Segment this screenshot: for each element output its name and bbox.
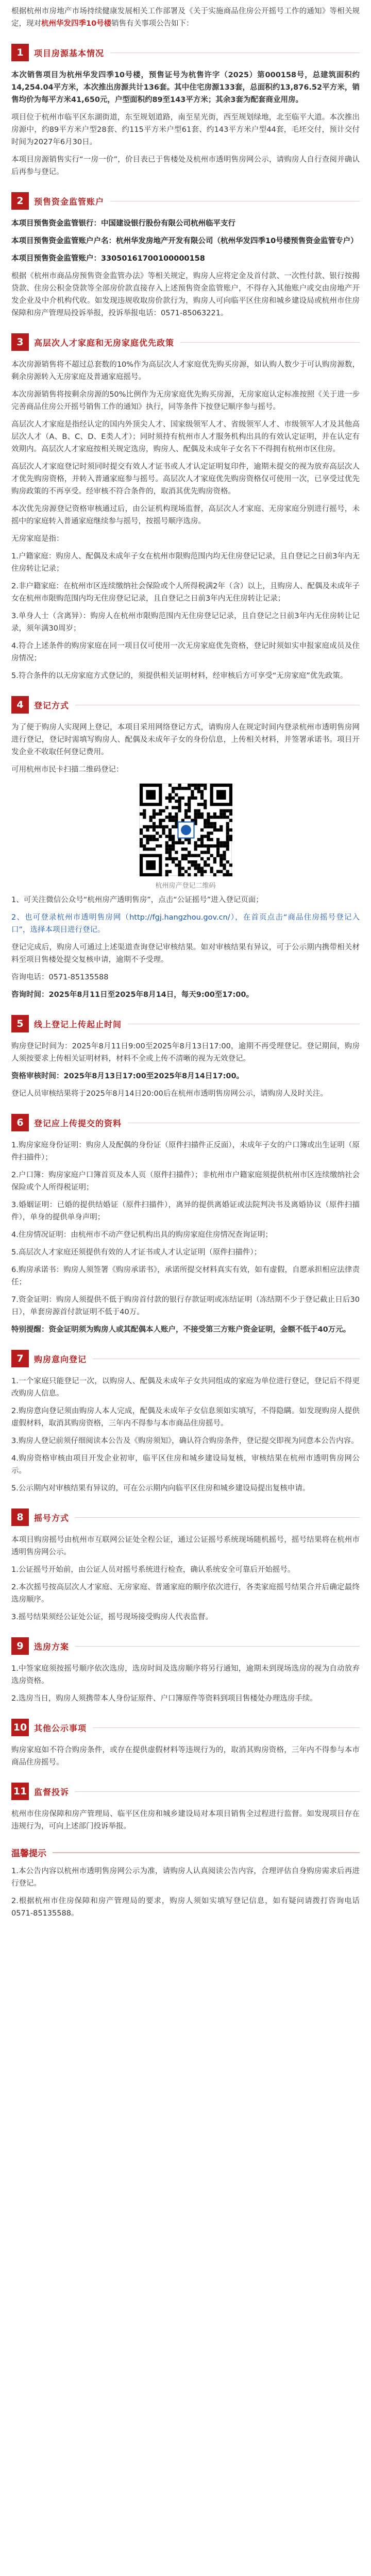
- section-3: [11, 333, 360, 682]
- section-title: 高层次人才家庭和无房家庭优先政策: [34, 337, 175, 348]
- section-header: [11, 43, 360, 62]
- section-paragraph: 本项目房源销售实行“一房一价”，价目表已于售楼处及杭州市透明售房网公示，请购房人自行查阅并确认后再参与登记。: [11, 156, 360, 176]
- section-9: [11, 1637, 360, 1705]
- section-5: [11, 1014, 360, 1100]
- tips-divider: [53, 1852, 360, 1853]
- section-title: 预售资金监管账户: [34, 196, 105, 207]
- section-title: 线上登记上传起止时间: [34, 1019, 122, 1029]
- section-11: [11, 1782, 360, 1833]
- section-paragraph: 杭州市住房保障和房产管理局、临平区住房和城乡建设局对本项目销售全过程进行监督。如发现项目存在违规行为，可向上述部门投诉举报。: [11, 1810, 360, 1831]
- section-paragraph: 1.一个家庭只能登记一次，以购房人、配偶及未成年子女共同组成的家庭为单位进行登记，登记后不得更改购房人信息。: [11, 1377, 360, 1398]
- section-header: [11, 1113, 360, 1132]
- section-paragraph: 资格审核时间：2025年8月13日17:00至2025年8月14日17:00。: [11, 1072, 244, 1080]
- intro-text: 根据杭州市房地产市场持续健康发展相关工作部署及《关于实施商品住房公开摇号工作的通知》等相关规定，现对: [11, 7, 360, 28]
- section-paragraph: 高层次人才家庭是指经认定的国内外顶尖人才、国家级领军人才、省级领军人才、市级领军人才及其他高层次人才（A、B、C、D、E类人才）；同时须持有杭州市人才服务机构出具的有效认定证明，并在认定有效期内。高层次人才家庭按相关规定选房，购房人、配偶及未成年子女名下不得拥有杭州市区住房。: [11, 420, 360, 453]
- section-paragraph: 2.选房当日，购房人须携带本人身份证原件、户口簿原件等资料到项目售楼处办理选房手续。: [11, 1694, 317, 1703]
- section-6: [11, 1113, 360, 1336]
- section-paragraph: 登记完成后，购房人可通过上述渠道查询登记审核结果。如对审核结果有异议，可于公示期内携带相关材料至项目售楼处提交复核申请，逾期不予受理。: [11, 943, 360, 964]
- section-title: 选房方案: [34, 1641, 70, 1652]
- section-number-badge: 7: [11, 1350, 29, 1367]
- section-title: 购房意向登记: [34, 1354, 87, 1364]
- intro-text-end: 销售有关事项公告如下：: [111, 20, 194, 28]
- section-paragraph: 4.符合上述条件的购房家庭在同一项目仅可使用一次无房家庭优先资格，登记时须如实申报家庭成员及住房情况；: [11, 642, 360, 663]
- tips-title: 温馨提示: [11, 1849, 46, 1859]
- section-paragraph: 3.购房人登记前须仔细阅读本公告及《购房须知》，确认符合购房条件，登记提交即视为同意本公告内容。: [11, 1437, 359, 1445]
- tips-body: [11, 1865, 360, 1920]
- section-header: [11, 696, 360, 714]
- section-paragraph: 1.公证摇号开始前，由公证人员对摇号系统进行检查，确认系统安全可靠后开始摇号。: [11, 1566, 295, 1574]
- section-divider: [75, 1791, 360, 1792]
- section-4: [11, 696, 360, 1001]
- section-paragraph: 2.购房意向登记须由购房人本人完成，配偶及未成年子女信息须如实填写，不得隐瞒。如发现购房人提供虚假材料，取消其购房资格，三年内不得参与本市商品住房摇号。: [11, 1407, 360, 1428]
- section-paragraph: 本项目预售资金监管账户：33050161700100000158: [11, 255, 205, 263]
- qr-caption: 杭州房产登记二维码: [155, 882, 216, 890]
- section-header: [11, 1508, 360, 1527]
- section-paragraph: 咨询时间：2025年8月11日至2025年8月14日，每天9:00至17:00。: [11, 991, 254, 999]
- section-number-badge: 4: [11, 696, 29, 714]
- section-paragraph: 购房家庭如不符合购房条件，或存在提供虚假材料等违规行为的，取消其购房资格，三年内不得参与本市商品住房摇号。: [11, 1746, 360, 1767]
- section-number-badge: 6: [11, 1114, 29, 1131]
- section-7: [11, 1349, 360, 1495]
- section-divider: [93, 1727, 360, 1728]
- section-paragraph: 6.购房承诺书：购房人须签署《购房承诺书》，承诺所提交材料真实有效，如有虚假，自愿承担相应法律责任；: [11, 1266, 360, 1286]
- section-paragraph: 本项目预售资金监管账户户名：杭州华发房地产开发有限公司（杭州华发四季10号楼预售资金监管专户）: [11, 237, 358, 245]
- section-number-badge: 1: [11, 44, 29, 61]
- section-paragraph: 咨询电话：0571-85135588: [11, 973, 109, 981]
- section-paragraph: 本项目预售资金监管银行：中国建设银行股份有限公司杭州临平支行: [11, 219, 235, 228]
- intro-paragraph: [11, 5, 360, 30]
- section-paragraph: 本次房源销售将按剩余房源的50%比例作为无房家庭优先购买房源，无房家庭认定标准按照《关于进一步完善商品住房公开摇号销售工作的通知》执行，同等条件下按登记顺序参与摇号。: [11, 391, 360, 411]
- tips-paragraph: 1.本公告内容以杭州市透明售房网公示为准，请购房人认真阅读公告内容，合理评估自身购房需求后再进行登记。: [11, 1867, 360, 1888]
- section-paragraph: 特别提醒：资金证明须为购房人或其配偶本人账户，不接受第三方账户资金证明，金额不低于40万元。: [11, 1326, 351, 1334]
- section-divider: [75, 1646, 360, 1647]
- section-paragraph: 根据《杭州市商品房预售资金监管办法》等相关规定，购房人应将定金及首付款、一次性付款、银行按揭贷款、住房公积金贷款等全部房价款直接存入上述预售资金监管账户，不得存入其他账户或交由房地产开发企业及中介机构代收。如发现违规收取房价款行为，购房人可向临平区住房和城乡建设局或杭州市住房保障和房产管理局投诉举报，投诉举报电话：0571-85063221。: [11, 272, 360, 317]
- section-number-badge: 5: [11, 1015, 29, 1032]
- section-title: 监督投诉: [34, 1787, 70, 1797]
- section-paragraph: 可用杭州市民卡扫描二维码登记：: [11, 766, 124, 774]
- section-paragraph: 购房登记时间为：2025年8月11日9:00至2025年8月13日17:00，逾期不再受理登记。登记期间，购房人须按要求上传相关证明材料，材料不全或上传不清晰的视为无效登记。: [11, 1042, 360, 1063]
- tips-header: [11, 1846, 360, 1859]
- qr-block: [11, 783, 360, 890]
- section-paragraph: 2.户口簿：购房家庭户口簿首页及本人页（原件扫描件）；非杭州市户籍家庭须提供杭州市区连续缴纳社会保险或个人所得税证明；: [11, 1171, 360, 1192]
- section-header: [11, 1349, 360, 1368]
- section-paragraph: 3.婚姻证明：已婚的提供结婚证（原件扫描件），离异的提供离婚证或法院判决书及离婚协议（原件扫描件），单身的提供单身声明；: [11, 1201, 360, 1222]
- section-divider: [75, 1517, 360, 1518]
- section-paragraph: 项目位于杭州市临平区东湖街道，东至规划道路，南至星光街，西至规划绿地，北至临平大道。本次推出房源中，约89平方米户型28套、约115平方米户型61套、约143平方米户型44套，毛坯交付，预计交付时间为2027年6月30日。: [11, 113, 360, 146]
- section-number-badge: 2: [11, 192, 29, 210]
- section-8: [11, 1508, 360, 1623]
- section-paragraph: 3.单身人士（含离异）：购房人在杭州市限购范围内无住房登记记录，且自登记之日前3年内无住房转让记录，须年满30周岁；: [11, 612, 360, 633]
- section-2: [11, 192, 360, 319]
- section-paragraph: 本项目购房摇号由杭州市互联网公证处全程公证，通过公证摇号系统现场随机摇号，摇号结果将在杭州市透明售房网公示。: [11, 1536, 360, 1556]
- sections-container: [11, 43, 360, 1833]
- section-title: 项目房源基本情况: [34, 48, 105, 58]
- section-paragraph: 1、可关注微信公众号“杭州房产透明售房”，点击“公证摇号”进入登记页面；: [11, 896, 263, 904]
- section-paragraph: 登记人员审核结果将于2025年8月14日20:00后在杭州市透明售房网公示，请购房人及时关注。: [11, 1090, 328, 1098]
- section-paragraph: 1.购房家庭身份证明：购房人及配偶的身份证（原件扫描件正反面），未成年子女的户口簿或出生证明（原件扫描件）；: [11, 1141, 360, 1162]
- section-number-badge: 9: [11, 1637, 29, 1655]
- section-header: [11, 1014, 360, 1033]
- section-header: [11, 1782, 360, 1801]
- section-header: [11, 1718, 360, 1737]
- section-number-badge: 3: [11, 333, 29, 351]
- section-paragraph: 为了便于购房人实现网上登记，本项目采用网络登记方式，请购房人在规定时间内登录杭州市透明售房网进行登记，登记时需填写购房人、配偶及未成年子女的身份信息，上传相关材料，并签署承诺书。项目开发企业不收取任何登记费用。: [11, 723, 360, 756]
- tips-paragraph: 2.根据杭州市住房保障和房产管理局的要求，购房人须如实填写登记信息，如有疑问请拨打咨询电话0571-85135588。: [11, 1897, 360, 1918]
- section-paragraph: 5.符合条件的以无房家庭方式登记的，须提供相关证明材料，经审核后方可享受“无房家庭”优先政策。: [11, 672, 348, 680]
- website-link[interactable]: 2、也可登录杭州市透明售房网（http://fgj.hangzhou.gov.cn/），在首页点击“商品住房摇号登记入口”，选择本项目进行登记。: [11, 913, 360, 934]
- section-paragraph: 4.购房资格审核由项目开发企业初审，临平区住房和城乡建设局复核，审核结果在杭州市透明售房网公示。: [11, 1454, 360, 1475]
- intro-project-name: 杭州华发四季10号楼: [41, 20, 112, 28]
- section-number-badge: 8: [11, 1509, 29, 1526]
- section-paragraph: 1.户籍家庭：购房人、配偶及未成年子女在杭州市限购范围内均无住房登记记录，且自登记之日前3年内无住房转让记录；: [11, 552, 360, 573]
- section-title: 其他公示事项: [34, 1723, 87, 1733]
- section-title: 登记应上传提交的资料: [34, 1118, 122, 1128]
- qr-code-icon: [140, 784, 232, 876]
- section-header: [11, 192, 360, 210]
- section-paragraph: 3.摇号结果须经公证处公证，摇号现场接受购房人代表监督。: [11, 1613, 213, 1621]
- section-paragraph: 1.中签家庭须按摇号顺序依次选房，选房时间及选房顺序将另行通知，逾期未到现场选房的视为自动放弃选房资格。: [11, 1665, 360, 1685]
- section-title: 登记方式: [34, 700, 70, 710]
- section-header: [11, 1637, 360, 1655]
- section-title: 摇号方式: [34, 1513, 70, 1523]
- section-1: [11, 43, 360, 178]
- section-paragraph: 本次销售项目为杭州华发四季10号楼，预售证号为杭售许字（2025）第000158号，总建筑面积约14,254.04平方米，本次推出房源共计136套。其中住宅房源133套，总面积约13,876.52平方米，销售均价为每平方米41,650元，户型面积约89至143平方米；其余3套为配套商业用房。: [11, 71, 360, 104]
- section-paragraph: 本次优先房源登记资格审核通过后，由公证机构现场监督，高层次人才家庭、无房家庭分别进行摇号，未摇中的家庭转入普通家庭继续参与摇号，按摇号顺序选房。: [11, 505, 360, 526]
- section-paragraph: 7.资金证明：购房人须提供不低于购房首付款的银行存款证明或冻结证明（冻结期不少于登记截止日后30日），单套房源首付款证明不低于40万。: [11, 1296, 360, 1316]
- section-paragraph: 2.本次摇号按高层次人才家庭、无房家庭、普通家庭的顺序依次进行，各类家庭摇号结果合并后确定最终选房顺序。: [11, 1583, 360, 1604]
- qr-code[interactable]: [139, 783, 232, 876]
- section-paragraph: 无房家庭是指：: [11, 535, 64, 543]
- section-paragraph: 4.住房情况证明：由杭州市不动产登记机构出具的购房家庭住房情况查询证明；: [11, 1231, 273, 1239]
- section-paragraph: 5.高层次人才家庭还须提供有效的人才证书或人才认定证明（原件扫描件）；: [11, 1248, 262, 1257]
- section-number-badge: 11: [11, 1783, 29, 1800]
- section-header: [11, 333, 360, 351]
- section-number-badge: 10: [11, 1719, 29, 1736]
- section-paragraph: 5.公示期内对审核结果有异议的，可在公示期内向临平区住房和城乡建设局提出复核申请。: [11, 1484, 310, 1493]
- section-divider: [180, 342, 360, 343]
- section-paragraph: 本次房源销售将不超过总套数的10%作为高层次人才家庭优先购买房源，如认购人数少于可认购房源数，剩余房源转入无房家庭及普通家庭摇号。: [11, 361, 360, 381]
- section-10: [11, 1718, 360, 1769]
- section-paragraph: 2.非户籍家庭：在杭州市区连续缴纳社会保险或个人所得税满2年（含）以上，且购房人、配偶及未成年子女在杭州市限购范围内均无住房登记记录，且自登记之日前3年内无住房转让记录；: [11, 582, 360, 603]
- section-paragraph: 高层次人才家庭登记时须同时提交有效人才证书或人才认定证明复印件，逾期未提交的视为放弃高层次人才优先购房资格，并转入普通家庭参与摇号。高层次人才家庭优先购房资格仅可使用一次，已享受过优先购房政策的不再享受。经审核不符合条件的，取消其优先购房资格。: [11, 463, 360, 496]
